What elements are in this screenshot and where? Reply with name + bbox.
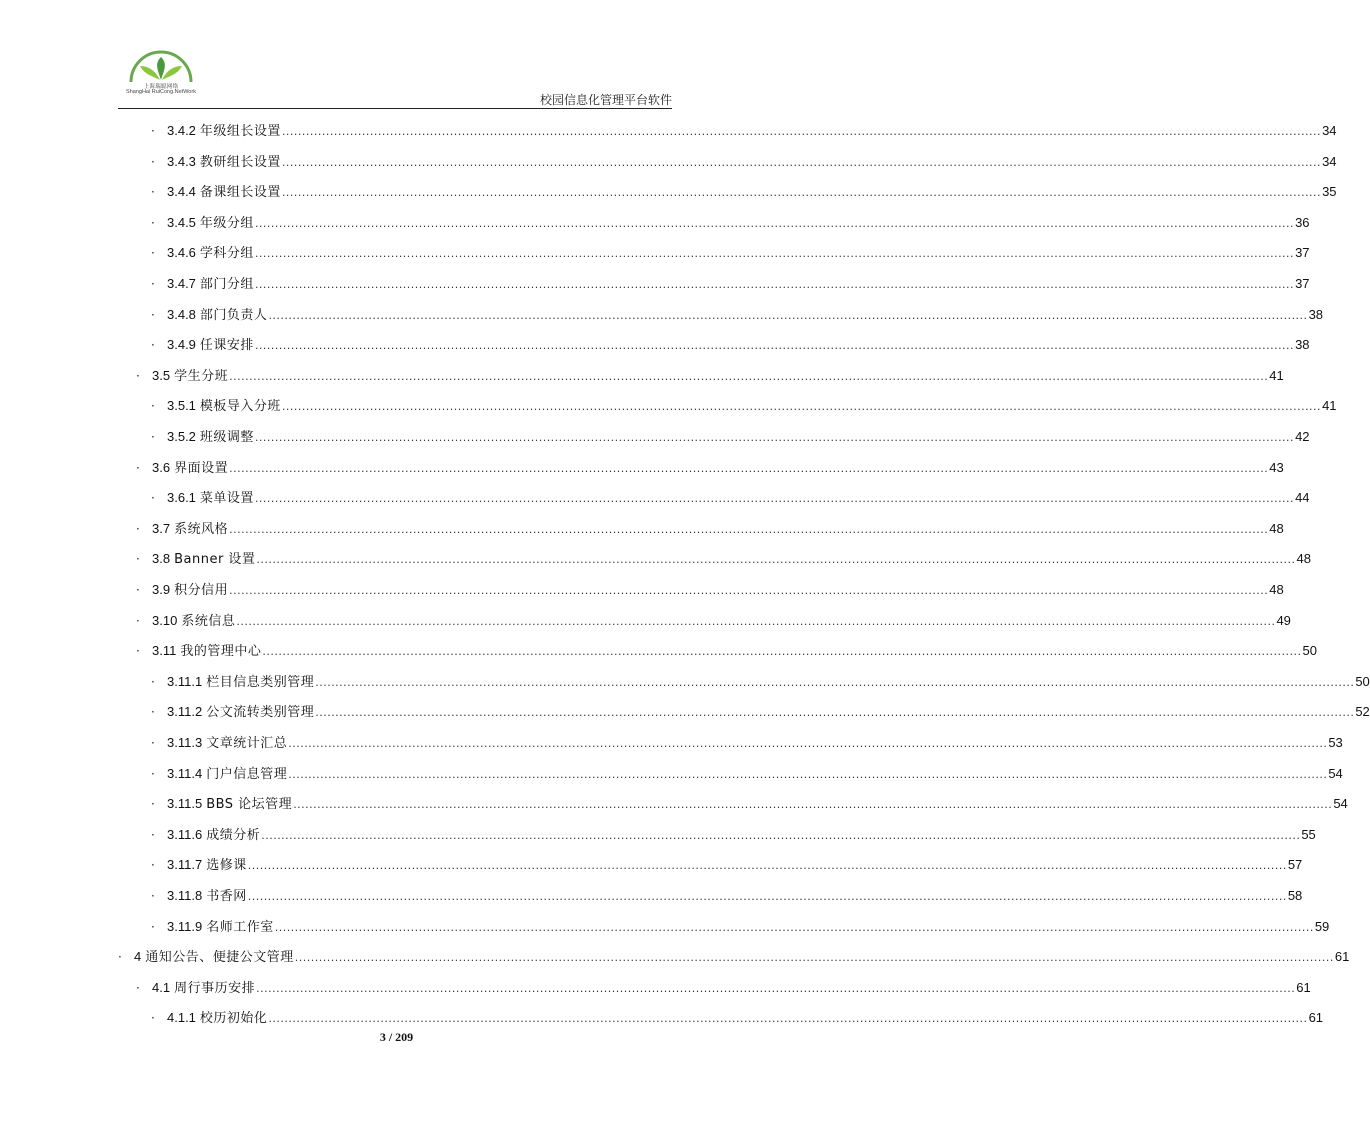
toc-entry-page: 54 (1328, 765, 1343, 781)
toc-entry-title: 班级调整 (199, 430, 254, 445)
toc-entry-title: 界面设置 (174, 460, 229, 476)
toc-entry-number: 3.5.1 (167, 398, 196, 414)
toc-entry-title: 教研组长设置 (199, 154, 281, 170)
toc-entry-number: 4 (134, 949, 142, 965)
toc-entry-page: 52 (1355, 704, 1370, 720)
toc-entry-page: 57 (1287, 857, 1303, 873)
toc-entry[interactable] (118, 948, 1350, 966)
toc-entry[interactable] (151, 918, 1330, 936)
toc-entry[interactable] (151, 489, 1310, 507)
dot-leader: .................................................................................................................................................................................................................................................................... (229, 461, 1269, 475)
toc-entry-number: 4.1 (152, 979, 171, 995)
toc-entry-number: 3.11.9 (167, 918, 203, 934)
toc-entry[interactable] (136, 642, 1317, 660)
bullet-icon: · (151, 338, 155, 353)
dot-leader: .................................................................................................................................................................................................................................................................... (254, 216, 1295, 230)
toc-entry-number: 3.5 (152, 367, 171, 383)
toc-entry-page: 41 (1269, 367, 1284, 383)
dot-leader: .................................................................................................................................................................................................................................................................... (256, 981, 1296, 995)
toc-entry-number: 3.11.6 (167, 826, 203, 842)
dot-leader: .................................................................................................................................................................................................................................................................... (229, 522, 1269, 536)
toc-entry-page: 43 (1269, 459, 1284, 475)
dot-leader: .................................................................................................................................................................................................................................................................... (256, 553, 1296, 567)
toc-entry-title: 积分信用 (174, 583, 229, 598)
dot-leader: .................................................................................................................................................................................................................................................................... (229, 584, 1269, 597)
dot-leader: .................................................................................................................................................................................................................................................................... (261, 828, 1301, 842)
toc-entry-page: 34 (1322, 153, 1337, 169)
toc-entry-number: 3.8 (152, 551, 171, 567)
bullet-icon: · (136, 460, 140, 475)
bullet-icon: · (151, 215, 155, 230)
toc-entry-title: 系统风格 (174, 521, 229, 537)
toc-entry-number: 3.10 (152, 612, 178, 628)
bullet-icon: · (151, 124, 155, 138)
toc-entry-title: 书香网 (206, 889, 247, 904)
toc-entry[interactable] (151, 703, 1370, 721)
bullet-icon: · (151, 674, 155, 689)
toc-entry-number: 3.9 (152, 582, 171, 597)
toc-entry[interactable] (151, 183, 1337, 201)
toc-entry-number: 3.11.5 (167, 796, 203, 812)
dot-leader: .................................................................................................................................................................................................................................................................... (236, 614, 1276, 628)
toc-entry-title: 部门分组 (199, 277, 254, 292)
logo-chinese-name: 上海瑞聪网络 (143, 84, 179, 90)
toc-entry-number: 3.4.6 (167, 245, 196, 261)
toc-entry[interactable] (136, 612, 1291, 630)
toc-entry-page: 50 (1302, 643, 1317, 659)
toc-entry[interactable] (151, 734, 1343, 752)
toc-entry-page: 54 (1333, 796, 1348, 812)
leaf-logo-icon (128, 52, 194, 84)
dot-leader: .................................................................................................................................................................................................................................................................... (229, 369, 1269, 383)
toc-entry-title: 任课安排 (199, 338, 254, 354)
toc-entry-number: 3.6 (152, 459, 171, 475)
toc-entry[interactable] (136, 979, 1311, 997)
toc-entry[interactable] (151, 244, 1310, 262)
toc-entry-page: 48 (1269, 582, 1284, 597)
toc-entry-page: 50 (1355, 673, 1370, 689)
bullet-icon: · (151, 889, 155, 903)
toc-entry[interactable] (151, 306, 1324, 324)
toc-entry-number: 3.4.3 (167, 153, 196, 169)
dot-leader: .................................................................................................................................................................................................................................................................... (254, 431, 1295, 444)
bullet-icon: · (151, 185, 155, 200)
bullet-icon: · (151, 430, 155, 444)
dot-leader: .................................................................................................................................................................................................................................................................... (315, 675, 1355, 689)
dot-leader: .................................................................................................................................................................................................................................................................... (315, 706, 1355, 720)
toc-entry-page: 41 (1322, 398, 1337, 414)
toc-entry-title: 年级组长设置 (199, 124, 281, 139)
header-divider (118, 108, 672, 109)
dot-leader: .................................................................................................................................................................................................................................................................... (262, 645, 1302, 659)
bullet-icon: · (151, 797, 155, 812)
bullet-icon: · (151, 919, 155, 934)
toc-entry-page: 59 (1314, 918, 1330, 934)
toc-entry[interactable] (151, 122, 1337, 140)
toc-entry-page: 53 (1328, 735, 1343, 750)
toc-entry-page: 55 (1301, 826, 1316, 842)
bullet-icon: · (136, 583, 140, 597)
bullet-icon: · (136, 521, 140, 536)
toc-entry-title: 门户信息管理 (206, 766, 288, 782)
toc-entry-page: 36 (1295, 214, 1310, 230)
dot-leader: .................................................................................................................................................................................................................................................................... (268, 308, 1308, 322)
toc-entry[interactable] (151, 336, 1310, 354)
dot-leader: .................................................................................................................................................................................................................................................................... (268, 1012, 1308, 1026)
toc-entry[interactable] (136, 520, 1284, 538)
toc-entry-page: 37 (1295, 245, 1310, 261)
dot-leader: .................................................................................................................................................................................................................................................................... (254, 278, 1295, 291)
toc-entry-title: 公文流转类别管理 (206, 705, 315, 721)
bullet-icon: · (151, 491, 155, 506)
toc-entry-number: 3.6.1 (167, 490, 196, 506)
dot-leader: .................................................................................................................................................................................................................................................................... (247, 859, 1287, 873)
company-logo (118, 52, 204, 104)
toc-entry[interactable] (136, 550, 1312, 568)
toc-entry-number: 3.11.8 (167, 888, 203, 903)
toc-entry-title: 我的管理中心 (180, 644, 262, 660)
toc-entry-number: 3.7 (152, 520, 171, 536)
bullet-icon: · (151, 154, 155, 169)
toc-entry-page: 44 (1295, 490, 1310, 506)
toc-entry-page: 38 (1295, 337, 1310, 353)
toc-entry-page: 37 (1295, 276, 1310, 291)
toc-entry-title: 模板导入分班 (199, 399, 281, 415)
bullet-icon: · (136, 644, 140, 659)
toc-entry-page: 42 (1295, 429, 1310, 444)
toc-entry-number: 3.4.9 (167, 337, 196, 353)
toc-entry-title: 备课组长设置 (199, 185, 281, 201)
toc-entry-title: 栏目信息类别管理 (206, 674, 315, 690)
toc-entry-page: 61 (1296, 979, 1311, 995)
toc-entry[interactable] (151, 397, 1337, 415)
toc-entry[interactable] (151, 856, 1303, 874)
bullet-icon: · (151, 399, 155, 414)
dot-leader: .................................................................................................................................................................................................................................................................... (288, 767, 1328, 781)
toc-entry[interactable] (151, 673, 1370, 691)
toc-entry-title: 周行事历安排 (174, 980, 256, 996)
toc-entry-title: 学生分班 (174, 368, 229, 384)
toc-entry-title: 菜单设置 (199, 491, 254, 507)
toc-entry-page: 49 (1276, 612, 1291, 628)
bullet-icon: · (151, 736, 155, 750)
toc-entry-number: 4.1.1 (167, 1010, 196, 1026)
toc-entry-title: 年级分组 (199, 215, 254, 231)
toc-entry[interactable] (136, 459, 1284, 477)
toc-entry-title: Banner 设置 (174, 552, 256, 568)
logo-english-name: ShangHai RuiCong.NetWork (126, 89, 196, 95)
toc-entry-number: 3.11.2 (167, 704, 203, 720)
dot-leader: .................................................................................................................................................................................................................................................................... (281, 125, 1322, 138)
toc-entry-title: 通知公告、便捷公文管理 (145, 950, 294, 966)
toc-entry[interactable] (151, 153, 1337, 171)
bullet-icon: · (136, 980, 140, 995)
page-number: 3 / 209 (379, 1030, 414, 1044)
toc-entry[interactable] (136, 367, 1284, 385)
toc-entry-title: 学科分组 (199, 246, 254, 262)
toc-entry-page: 48 (1296, 551, 1312, 567)
dot-leader: .................................................................................................................................................................................................................................................................... (281, 186, 1322, 200)
dot-leader: .................................................................................................................................................................................................................................................................... (281, 400, 1322, 414)
bullet-icon: · (151, 246, 155, 261)
bullet-icon: · (136, 552, 140, 567)
toc-entry-number: 3.11.4 (167, 765, 203, 781)
bullet-icon: · (151, 858, 155, 873)
bullet-icon: · (136, 368, 140, 383)
bullet-icon: · (118, 950, 122, 965)
toc-entry[interactable] (151, 275, 1310, 293)
toc-entry[interactable] (136, 581, 1284, 599)
bullet-icon: · (151, 307, 155, 322)
toc-entry-number: 3.4.8 (167, 306, 196, 322)
toc-entry-number: 3.11.7 (167, 857, 203, 873)
document-header-title: 校园信息化管理平台软件 (539, 93, 672, 107)
toc-entry[interactable] (151, 1009, 1324, 1027)
toc-entry-page: 48 (1269, 520, 1284, 536)
toc-entry[interactable] (151, 795, 1348, 813)
toc-entry-title: BBS 论坛管理 (206, 797, 293, 813)
dot-leader: .................................................................................................................................................................................................................................................................... (254, 339, 1295, 353)
dot-leader: .................................................................................................................................................................................................................................................................... (293, 798, 1333, 812)
dot-leader: .................................................................................................................................................................................................................................................................... (254, 492, 1295, 506)
toc-entry-number: 3.11.3 (167, 735, 203, 750)
bullet-icon: · (151, 705, 155, 720)
toc-entry-number: 3.4.7 (167, 276, 196, 291)
toc-entry-title: 选修课 (206, 858, 247, 874)
toc-entry-title: 部门负责人 (199, 307, 268, 323)
dot-leader: .................................................................................................................................................................................................................................................................... (288, 737, 1328, 750)
toc-entry-page: 34 (1322, 123, 1337, 138)
toc-entry-number: 3.4.2 (167, 123, 196, 138)
toc-entry-title: 成绩分析 (206, 827, 261, 843)
dot-leader: .................................................................................................................................................................................................................................................................... (281, 155, 1322, 169)
toc-entry[interactable] (151, 765, 1343, 783)
bullet-icon: · (151, 766, 155, 781)
toc-entry-number: 3.4.5 (167, 214, 196, 230)
toc-entry-page: 61 (1334, 949, 1350, 965)
toc-entry-page: 38 (1308, 306, 1324, 322)
bullet-icon: · (151, 827, 155, 842)
toc-entry-title: 系统信息 (181, 613, 236, 629)
dot-leader: .................................................................................................................................................................................................................................................................... (254, 247, 1295, 261)
dot-leader: .................................................................................................................................................................................................................................................................... (247, 890, 1287, 903)
toc-entry-page: 61 (1308, 1010, 1324, 1026)
toc-entry-number: 3.4.4 (167, 184, 196, 200)
toc-entry-number: 3.11.1 (167, 673, 203, 689)
dot-leader: .................................................................................................................................................................................................................................................................... (294, 951, 1334, 965)
toc-entry-title: 文章统计汇总 (206, 736, 288, 751)
bullet-icon: · (151, 1011, 155, 1026)
toc-entry[interactable] (151, 428, 1310, 446)
toc-entry[interactable] (151, 214, 1310, 232)
toc-entry-page: 35 (1322, 184, 1337, 200)
toc-entry-page: 58 (1287, 888, 1303, 903)
toc-entry-number: 3.5.2 (167, 429, 196, 444)
dot-leader: .................................................................................................................................................................................................................................................................... (274, 920, 1314, 934)
toc-entry-title: 校历初始化 (199, 1011, 268, 1027)
toc-entry[interactable] (151, 826, 1316, 844)
bullet-icon: · (151, 277, 155, 291)
toc-entry-title: 名师工作室 (206, 919, 274, 935)
toc-entry-number: 3.11 (152, 643, 177, 659)
bullet-icon: · (136, 613, 140, 628)
toc-entry[interactable] (151, 887, 1303, 905)
